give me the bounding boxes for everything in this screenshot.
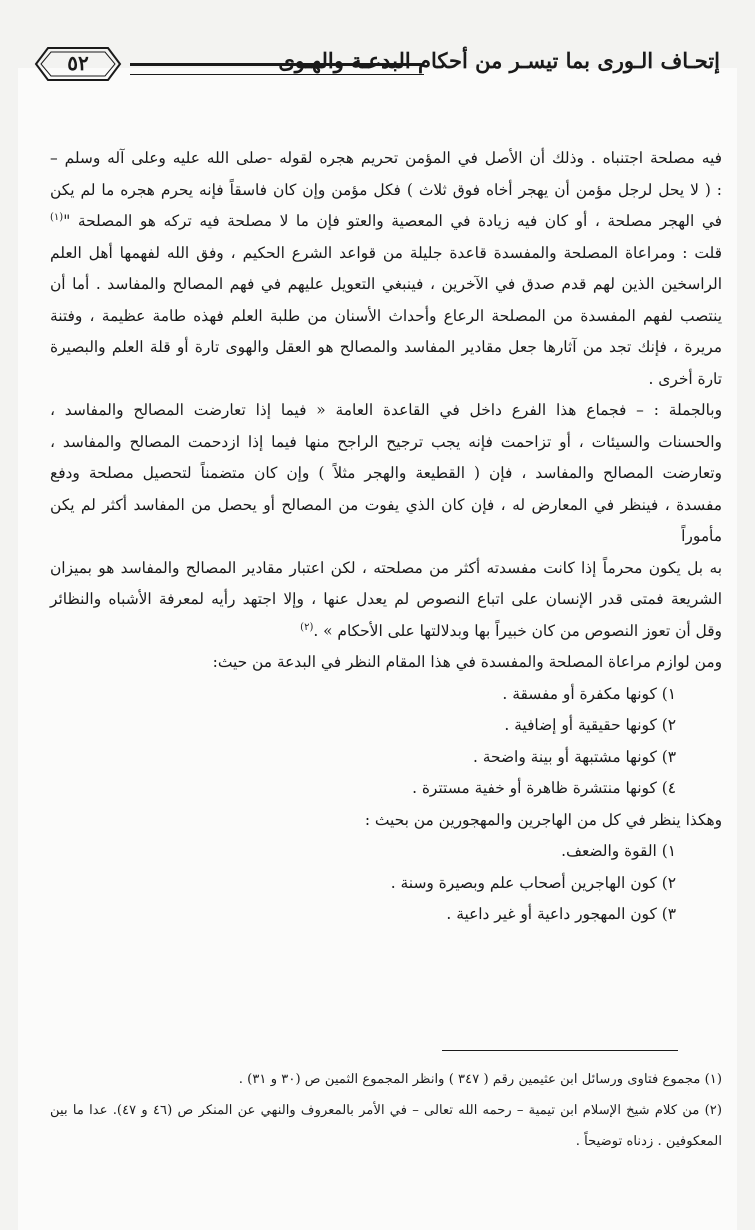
page-number: ٥٢ [67, 51, 89, 75]
list-item: ٣) كونها مشتبهة أو بينة واضحة . [473, 747, 676, 766]
paragraph-line: به بل يكون محرماً إذا كانت مفسدته أكثر من مصلحته ، لكن اعتبار مقادير المصالح والمفاسد هو بميزان [50, 558, 722, 577]
footnotes [50, 1064, 722, 1157]
paragraph-line: والحسنات والسيئات ، أو تزاحمت فإنه يجب ترجيح الراجح منها فيما إذا ازدحمت المصالح والمفاسد ، [50, 432, 722, 451]
paragraph-line: : ( لا يحل لرجل مؤمن أن يهجر أخاه فوق ثلاث ) فكل مؤمن وإن كان فاسقاً فإنه يحرم هجره ما لم يكن [50, 180, 722, 199]
paragraph-line: مفسدة ، فينظر في المعارض له ، فإن كان الذي يفوت من المصالح أو يحصل من المفاسد أكثر لم يكن مأموراً [50, 495, 722, 545]
paragraph-line: قلت : ومراعاة المصلحة والمفسدة قاعدة جليلة من قواعد الشرع الحكيم ، وفق الله لفهمها أهل العلم [50, 243, 722, 262]
book-title: إتحـاف الـورى بما تيسـر من أحكام البدعـة والهـوى [278, 48, 720, 73]
paragraph-line: الراسخين الذين لهم قدم صدق في الآخرين ، فينبغي التعويل عليهم في فهم المصالح والمفاسد . أما أن [50, 275, 722, 293]
page-number-badge [30, 44, 126, 84]
paragraph-line: وتعارضت المصالح والمفاسد ، فإن ( القطيعة والهجر مثلاً ) وإن كان متضمناً لتحصيل مصلحة ودفع [50, 464, 722, 482]
main-text [50, 143, 722, 931]
paragraph-line: فيه مصلحة اجتنباه . وذلك أن الأصل في المؤمن تحريم هجره لقوله -صلى الله عليه وعلى آله وسلم – [50, 149, 722, 167]
paragraph-line: وقل أن تعوز النصوص من كان خبيراً بها وبدلالتها على الأحكام » .$^{(٢)}$ [300, 621, 722, 640]
list-intro: وهكذا ينظر في كل من الهاجرين والمهجورين من بحيث : [364, 810, 722, 829]
paragraph-line: ينتصب لفهم المفسدة من المصلحة الرعاع وأحداث الأسنان من طلبة العلم فهذه طامة عظيمة ، وفتنة [50, 306, 722, 325]
paragraph-line: تارة أخرى . [648, 369, 722, 388]
footnote: المعكوفين . زدناه توضيحاً . [575, 1134, 722, 1149]
paragraph-line: ومن لوازم مراعاة المصلحة والمفسدة في هذا المقام النظر في البدعة من حيث: [212, 653, 722, 671]
list-item: ١) القوة والضعف. [561, 842, 676, 860]
footnote-ref[interactable]: (٢) [300, 621, 314, 633]
list-item: ٣) كون المهجور داعية أو غير داعية . [446, 905, 676, 923]
page-header [30, 44, 720, 88]
list-item: ٢) كونها حقيقية أو إضافية . [504, 716, 676, 734]
paragraph-line: وبالجملة : – فجماع هذا الفرع داخل في القاعدة العامة « فيما إذا تعارضت المصالح والمفاسد ، [50, 401, 722, 419]
footnote: (٢) من كلام شيخ الإسلام ابن تيمية – رحمه الله تعالى – في الأمر بالمعروف والنهي عن المنكر ص (٤٦ و ٤٧). عدا ما بين [50, 1103, 723, 1118]
paragraph-line: الشريعة فمتى قدر الإنسان على اتباع النصوص لم يعدل عنها ، وإلا اجتهد رأيه لمعرفة الأشباه والنظائر [50, 590, 722, 608]
footnote-divider [442, 1050, 678, 1051]
paragraph-line: في الهجر مصلحة ، أو كان فيه زيادة في المعصية والعتو فإن ما لا مصلحة فيه تركه هو المصلحة "$^{(١)}$ [50, 211, 722, 230]
list-item: ١) كونها مكفرة أو مفسقة . [502, 684, 676, 703]
list-item: ٤) كونها منتشرة ظاهرة أو خفية مستترة . [412, 779, 676, 797]
paragraph-line: مريرة ، فإنك تجد من آثارها جعل مقادير المفاسد والمصالح هو العقل والهوى تارة أو قلة العلم والبصيرة [50, 338, 722, 356]
footnote-ref[interactable]: (١) [50, 211, 64, 223]
header-divider [130, 63, 424, 75]
footnote: (١) مجموع فتاوى ورسائل ابن عثيمين رقم ( ٣٤٧ ) وانظر المجموع الثمين ص (٣٠ و ٣١) . [238, 1072, 722, 1087]
list-item: ٢) كون الهاجرين أصحاب علم وبصيرة وسنة . [390, 873, 676, 892]
